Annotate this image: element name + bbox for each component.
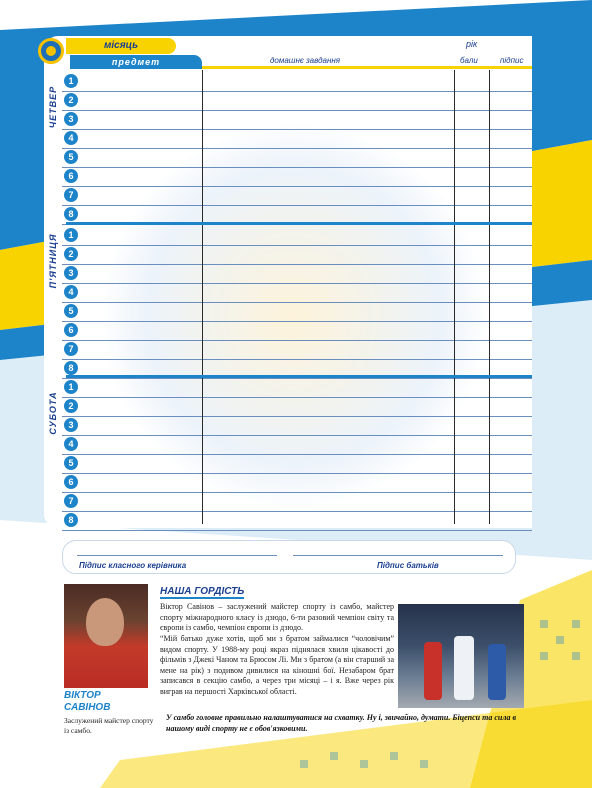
lesson-number: 3	[64, 418, 78, 432]
lesson-row[interactable]	[62, 283, 532, 303]
figure-blue	[488, 644, 506, 700]
athlete-quote: У самбо головне правильно налаштуватися на схватку. Ну і, звичайно, думати. Біцепси та сила в нашому виді спорту не є обов'язковими.	[166, 713, 517, 733]
day-divider	[66, 375, 532, 378]
column-headers	[70, 55, 532, 69]
grades-column-header: бали	[460, 56, 478, 65]
lesson-number: 2	[64, 399, 78, 413]
lesson-number: 8	[64, 361, 78, 375]
subject-column-header: предмет	[70, 55, 202, 69]
lesson-number: 5	[64, 456, 78, 470]
lesson-number: 4	[64, 131, 78, 145]
teacher-signature-line[interactable]	[77, 555, 277, 556]
day-block	[44, 226, 532, 378]
day-name	[46, 378, 60, 458]
lesson-number: 4	[64, 285, 78, 299]
lesson-number: 5	[64, 304, 78, 318]
lesson-number: 1	[64, 228, 78, 242]
lesson-number: 7	[64, 188, 78, 202]
lesson-row[interactable]	[62, 264, 532, 284]
lesson-row[interactable]	[62, 245, 532, 265]
story-paragraph: “Мій батько дуже хотів, щоб ми з братом займалися “чоловічим” видом спорту. У 1988-му році якраз піднялася хвиля цікавості до фільмів з Джекі Чаном та Брюсом Лі. Ми з братом (а він старший за мене на рік) з подивом дивилися на кіношні бої. Незабаром брат записався в секцію самбо, а через три місяці – і я. Вже через рік виграв на першості Харківської області.	[160, 634, 394, 696]
lesson-number: 1	[64, 74, 78, 88]
year-field[interactable]: рік	[466, 39, 478, 49]
figure-white	[454, 636, 474, 700]
day-block	[44, 378, 532, 530]
lesson-row[interactable]	[62, 511, 532, 531]
athlete-last-name: САВІНОВ	[64, 702, 111, 713]
lesson-row[interactable]	[62, 226, 532, 246]
athlete-caption: Заслужений майстер спорту із самбо.	[64, 716, 154, 735]
day-name-label: ЧЕТВЕР	[48, 85, 58, 129]
lesson-row[interactable]	[62, 454, 532, 474]
lesson-row[interactable]	[62, 129, 532, 149]
lesson-number: 3	[64, 266, 78, 280]
athlete-portrait	[64, 584, 148, 688]
lesson-row[interactable]	[62, 378, 532, 398]
lesson-number: 5	[64, 150, 78, 164]
portrait-head	[86, 598, 124, 646]
lesson-row[interactable]	[62, 110, 532, 130]
lesson-row[interactable]	[62, 186, 532, 206]
bio-paragraph: Віктор Савінов – заслужений майстер спорту із самбо, майстер спорту міжнародного класу із дзюдо, 6-ти разовий чемпіон світу та європи із самбо, чемпіон європи із дзюдо.	[160, 602, 394, 632]
lesson-number: 6	[64, 169, 78, 183]
parents-signature-line[interactable]	[293, 555, 503, 556]
lesson-row[interactable]	[62, 321, 532, 341]
lesson-number: 2	[64, 93, 78, 107]
header-underline	[202, 66, 532, 69]
athlete-first-name: ВІКТОР	[64, 690, 101, 701]
lesson-row[interactable]	[62, 340, 532, 360]
lesson-number: 3	[64, 112, 78, 126]
lesson-number: 8	[64, 513, 78, 527]
lesson-row[interactable]	[62, 397, 532, 417]
figure-red	[424, 642, 442, 700]
section-title: НАША ГОРДІСТЬ	[160, 586, 245, 597]
parents-signature-label: Підпис батьків	[377, 561, 439, 570]
column-divider	[202, 70, 203, 524]
homework-column-header: домашнє завдання	[270, 56, 341, 65]
athlete-name	[64, 690, 110, 714]
signature-box	[62, 540, 516, 574]
lesson-number: 1	[64, 380, 78, 394]
lesson-number: 6	[64, 475, 78, 489]
teacher-signature-label: Підпис класного керівника	[79, 561, 187, 570]
lesson-number: 7	[64, 494, 78, 508]
column-divider	[489, 70, 490, 524]
logo-icon	[38, 38, 64, 64]
lesson-row[interactable]	[62, 492, 532, 512]
lesson-row[interactable]	[62, 91, 532, 111]
signature-column-header: підпис	[500, 56, 524, 65]
lesson-number: 2	[64, 247, 78, 261]
lesson-row[interactable]	[62, 167, 532, 187]
column-divider	[454, 70, 455, 524]
day-block	[44, 72, 532, 224]
day-divider	[66, 222, 532, 225]
day-name-label: П'ЯТНИЦЯ	[48, 233, 58, 289]
lesson-row[interactable]	[62, 72, 532, 92]
lesson-row[interactable]	[62, 148, 532, 168]
day-name-label: СУБОТА	[48, 391, 58, 435]
month-field[interactable]: місяць	[66, 38, 176, 54]
competition-photo	[398, 604, 524, 708]
lesson-number: 8	[64, 207, 78, 221]
day-name	[46, 72, 60, 152]
lesson-number: 6	[64, 323, 78, 337]
lesson-number: 4	[64, 437, 78, 451]
day-name	[46, 226, 60, 306]
lesson-row[interactable]	[62, 473, 532, 493]
lesson-row[interactable]	[62, 302, 532, 322]
lesson-number: 7	[64, 342, 78, 356]
lesson-row[interactable]	[62, 416, 532, 436]
lesson-row[interactable]	[62, 435, 532, 455]
